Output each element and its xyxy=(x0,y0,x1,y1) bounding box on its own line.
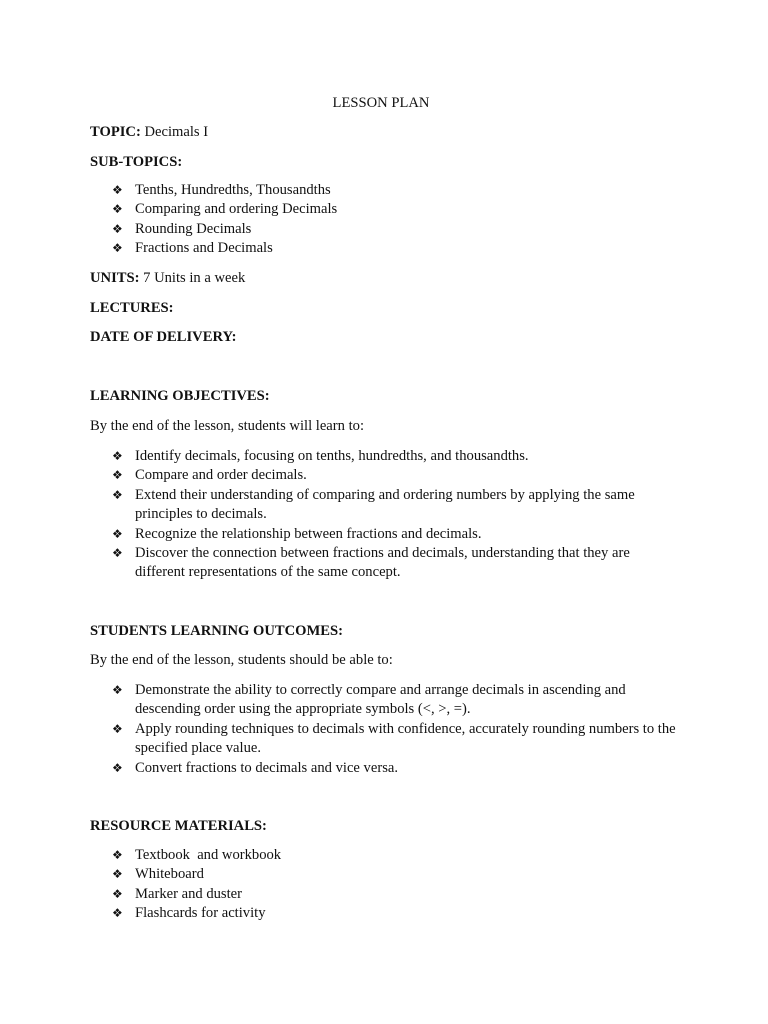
list-item: ❖ Flashcards for activity xyxy=(112,904,682,923)
list-item: ❖ Recognize the relationship between fractions and decimals. xyxy=(112,525,682,544)
learning-objectives-heading: LEARNING OBJECTIVES: xyxy=(90,388,270,404)
diamond-bullet-icon: ❖ xyxy=(112,526,123,541)
list-item: ❖ Tenths, Hundredths, Thousandths xyxy=(112,181,682,200)
list-item: ❖ Apply rounding techniques to decimals with confidence, accurately rounding numbers to the specified place value. xyxy=(112,720,676,757)
list-item: ❖ Discover the connection between fractions and decimals, understanding that they are different representations of the same concept. xyxy=(112,545,630,581)
diamond-bullet-icon: ❖ xyxy=(112,721,123,736)
date-of-delivery-label: DATE OF DELIVERY: xyxy=(90,329,237,345)
diamond-bullet-icon: ❖ xyxy=(112,183,123,197)
diamond-bullet-icon: ❖ xyxy=(112,449,123,463)
learning-outcomes-intro: By the end of the lesson, students should be able to: xyxy=(90,652,393,668)
list-item: ❖ Identify decimals, focusing on tenths, hundredths, and thousandths. xyxy=(112,447,682,466)
list-item: ❖ Marker and duster xyxy=(112,885,682,904)
learning-objectives-intro: By the end of the lesson, students will learn to: xyxy=(90,418,364,434)
resource-materials-list xyxy=(112,846,682,924)
diamond-bullet-icon: ❖ xyxy=(112,760,123,775)
diamond-bullet-icon: ❖ xyxy=(112,546,123,561)
topic-line xyxy=(90,123,208,142)
subtopics-label: SUB-TOPICS: xyxy=(90,154,183,170)
list-item: ❖ Comparing and ordering Decimals xyxy=(112,200,682,219)
page-title: LESSON PLAN xyxy=(332,95,430,111)
lectures-label: LECTURES: xyxy=(90,300,174,316)
list-item: ❖ Compare and order decimals. xyxy=(112,466,682,485)
diamond-bullet-icon: ❖ xyxy=(112,468,123,483)
learning-outcomes-list xyxy=(112,681,682,778)
subtopics-list xyxy=(112,181,682,259)
diamond-bullet-icon: ❖ xyxy=(112,202,123,217)
diamond-bullet-icon: ❖ xyxy=(112,241,123,256)
list-item: ❖ Convert fractions to decimals and vice versa. xyxy=(112,759,682,778)
diamond-bullet-icon: ❖ xyxy=(112,487,123,502)
units-value: 7 Units in a week xyxy=(139,270,246,286)
diamond-bullet-icon: ❖ xyxy=(112,848,123,862)
diamond-bullet-icon: ❖ xyxy=(112,683,123,697)
topic-label: TOPIC: xyxy=(90,124,141,140)
list-item: ❖ Extend their understanding of comparing and ordering numbers by applying the same principles to decimals. xyxy=(112,486,635,523)
resource-materials-heading: RESOURCE MATERIALS: xyxy=(90,818,267,834)
list-item: ❖ Rounding Decimals xyxy=(112,220,682,239)
list-item: ❖ Whiteboard xyxy=(112,865,682,884)
learning-objectives-list xyxy=(112,447,682,583)
diamond-bullet-icon: ❖ xyxy=(112,906,123,921)
diamond-bullet-icon: ❖ xyxy=(112,867,123,882)
topic-value: Decimals I xyxy=(140,124,209,140)
diamond-bullet-icon: ❖ xyxy=(112,886,123,901)
units-label: UNITS: xyxy=(90,270,140,286)
list-item: ❖ Textbook and workbook xyxy=(112,846,682,865)
list-item: ❖ Fractions and Decimals xyxy=(112,239,682,258)
list-item: ❖ Demonstrate the ability to correctly compare and arrange decimals in ascending and descending order using the appropriate symbols (<, >, =). xyxy=(112,682,626,718)
units-line xyxy=(90,269,245,288)
learning-outcomes-heading: STUDENTS LEARNING OUTCOMES: xyxy=(90,623,344,639)
diamond-bullet-icon: ❖ xyxy=(112,221,123,236)
